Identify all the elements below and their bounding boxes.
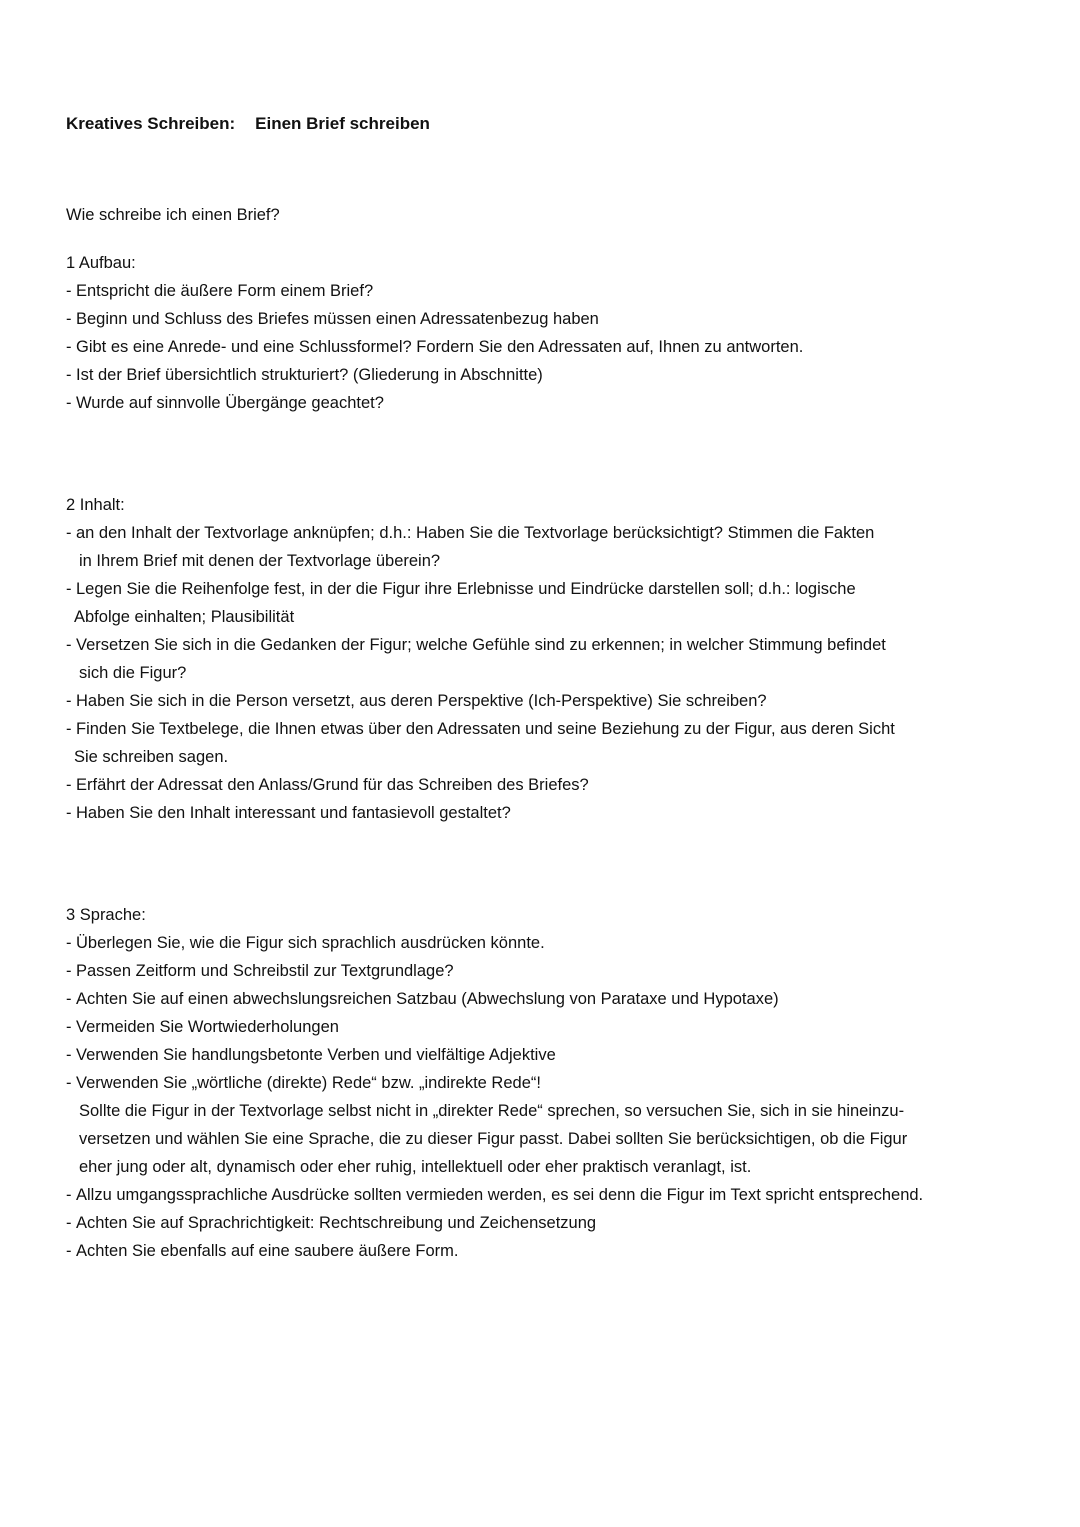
section-heading: 3 Sprache: — [66, 906, 146, 924]
list-item: - Entspricht die äußere Form einem Brief? — [66, 282, 374, 300]
list-item: - Gibt es eine Anrede- und eine Schlussformel? Fordern Sie den Adressaten auf, Ihnen zu antworten. — [66, 338, 804, 356]
list-item: - Verwenden Sie handlungsbetonte Verben und vielfältige Adjektive — [66, 1046, 556, 1064]
list-item: - Erfährt der Adressat den Anlass/Grund für das Schreiben des Briefes? — [66, 776, 589, 794]
rede-note: Sollte die Figur in der Textvorlage selbst nicht in „direkter Rede“ sprechen, so versuchen Sie, sich in sie hineinzu- versetzen und wählen Sie eine Sprache, die zu dieser Figur passt. Dabei sollten Sie berücksichtigen, ob die Figur eher jung oder alt, dynamisch oder eher ruhig, intellektuell oder eher praktisch veranlagt, ist. — [79, 1102, 908, 1176]
document-title — [66, 114, 430, 134]
list-item: - Achten Sie auf Sprachrichtigkeit: Rechtschreibung und Zeichensetzung — [66, 1214, 597, 1232]
list-item: - Ist der Brief übersichtlich strukturiert? (Gliederung in Abschnitte) — [66, 366, 543, 384]
section-inhalt — [66, 491, 1026, 827]
list-item: - Achten Sie auf einen abwechslungsreichen Satzbau (Abwechslung von Parataxe und Hypotaxe) — [66, 990, 779, 1008]
list-item: - Finden Sie Textbelege, die Ihnen etwas über den Adressaten und seine Beziehung zu der Figur, aus deren Sicht Sie schreiben sagen. — [66, 720, 895, 766]
title-part-1: Kreatives Schreiben: — [66, 114, 236, 133]
section-sprache — [66, 901, 1026, 1265]
section-aufbau — [66, 249, 1026, 417]
section-heading: 1 Aufbau: — [66, 254, 136, 272]
list-item: - Verwenden Sie „wörtliche (direkte) Rede“ bzw. „indirekte Rede“! — [66, 1074, 541, 1092]
list-item: - Achten Sie ebenfalls auf eine saubere äußere Form. — [66, 1242, 459, 1260]
list-item: - Beginn und Schluss des Briefes müssen einen Adressatenbezug haben — [66, 310, 599, 328]
list-item: - Haben Sie den Inhalt interessant und fantasievoll gestaltet? — [66, 804, 511, 822]
list-item: - an den Inhalt der Textvorlage anknüpfen; d.h.: Haben Sie die Textvorlage berücksichtigt? Stimmen die Fakten in Ihrem Brief mit denen der Textvorlage überein? — [66, 524, 875, 570]
list-item: - Versetzen Sie sich in die Gedanken der Figur; welche Gefühle sind zu erkennen; in welcher Stimmung befindet sich die Figur? — [66, 636, 886, 682]
list-item: - Legen Sie die Reihenfolge fest, in der die Figur ihre Erlebnisse und Eindrücke darstellen soll; d.h.: logische Abfolge einhalten; Plausibilität — [66, 580, 856, 626]
list-item: - Passen Zeitform und Schreibstil zur Textgrundlage? — [66, 962, 454, 980]
list-item: - Wurde auf sinnvolle Übergänge geachtet? — [66, 394, 384, 412]
intro-question: Wie schreibe ich einen Brief? — [66, 206, 280, 224]
list-item: - Haben Sie sich in die Person versetzt, aus deren Perspektive (Ich-Perspektive) Sie schreiben? — [66, 692, 767, 710]
list-item: - Allzu umgangssprachliche Ausdrücke sollten vermieden werden, es sei denn die Figur im Text spricht entsprechend. — [66, 1186, 924, 1204]
section-heading: 2 Inhalt: — [66, 496, 125, 514]
title-part-2: Einen Brief schreiben — [255, 114, 430, 133]
list-item: - Vermeiden Sie Wortwiederholungen — [66, 1018, 339, 1036]
list-item: - Überlegen Sie, wie die Figur sich sprachlich ausdrücken könnte. — [66, 934, 545, 952]
